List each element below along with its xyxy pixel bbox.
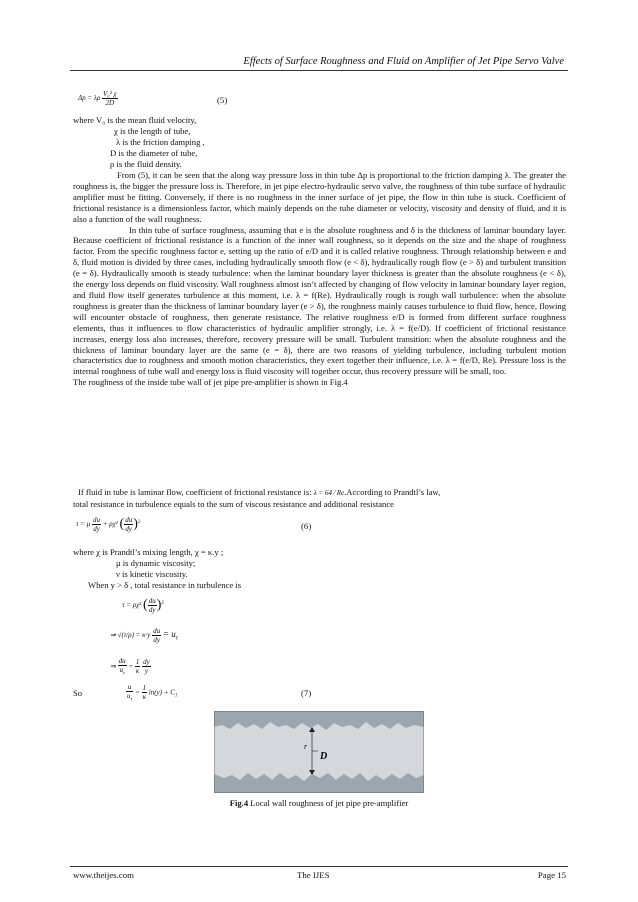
- pipe-roughness-figure: [214, 711, 424, 793]
- def-D: D is the diameter of tube,: [110, 148, 198, 158]
- footer-rule: [70, 866, 568, 867]
- laminar-text: If fluid in tube is laminar flow, coefficient of frictional resistance is:: [78, 487, 312, 497]
- caption-text: Local wall roughness of jet pipe pre-amplifier: [248, 798, 409, 808]
- eq5-lhs: Δp = λρ: [78, 94, 101, 103]
- equation-tau: τ = ρχ² ( $\frac{du}{dy}$ )$^2$: [122, 597, 164, 614]
- caption-label: Fig.4: [229, 798, 249, 808]
- paragraph-2: In thin tube of surface roughness, assuming that e is the absolute roughness and δ is the thickness of laminar boundary layer. Because coefficient of frictional resistance is a function of the inner wall roughness, so it depends on the size and the shape of roughness factor. From the specific roughness factor e, setting up the ratio of e/D and it is called relative roughness. Through relationship between e and δ, fluid motion is divided by three cases, including hydraulically smooth flow (e < δ), hydraulically rough flow (e > δ) and turbulent transition (e = δ). Hydraulically smooth is steady turbulence: when the laminar boundary layer thickness is greater than the absolute roughness (e < δ), the energy loss depends on fluid viscosity. Wall roughness almost isn’t affected by changing of flow velocity in laminar boundary layer region, and fluid flow itself generates turbulence at this moment, i.e. λ = f(Re). Hydraulically rough is rough wall turbulence: when the absolute roughness is greater than the thickness of laminar boundary layer (e > δ), the roughness mainly causes turbulence to fluid flow, hence, flowing will encounter obstacle of roughness, then generate resistance. The relative roughness e/D is formed from different surface roughness elements, thus it influences to flow characteristics of hydraulic amplifier strongly, i.e. λ = f(e/D). If coefficient of frictional resistance increases, energy loss also increases, therefore, recovery pressure will be small. Turbulent transition: when the absolute roughness and the thickness of laminar boundary layer are the same (e = δ), there are two reasons of yielding turbulence, including turbulent motion characteristics due to roughness and smooth motion characteristics, they exert together their influence, i.e. λ = f(e/D, Re). Pressure loss is the internal roughness of tube wall and energy loss is fluid viscosity will together occur, thus recovery pressure will be small, too.: [73, 224, 566, 377]
- so-label: So: [73, 688, 83, 698]
- footer-journal: The IJES: [297, 870, 330, 880]
- total-resistance-text: total resistance in turbulence equals to the sum of viscous resistance and additional resistance: [73, 499, 394, 509]
- equation-7: $\frac{u}{u_\tau}$ = $\frac{1}{\kappa}$ $\ln(y) + C_1$: [127, 683, 178, 703]
- equation-5: [78, 90, 118, 107]
- where-chi: where χ is Prandtl’s mixing length, χ = κ.y ;: [73, 547, 224, 557]
- def-rho: ρ is the fluid density.: [110, 159, 182, 169]
- def-lambda: λ is the friction damping ,: [116, 137, 205, 147]
- footer-page-number: Page 15: [537, 870, 566, 880]
- def-mu: μ is dynamic viscosity;: [116, 558, 196, 568]
- eq5-fraction: $\frac{\text{V₀² χ}}{2D}$: [102, 90, 117, 107]
- eq7-number: (7): [301, 688, 312, 698]
- header-rule: [70, 70, 568, 71]
- equation-sqrt: ⇒ √(τ/ρ) = κ·y $\frac{du}{dy}$ = $u_\tau$: [110, 627, 178, 644]
- figure-caption: [0, 798, 638, 808]
- equation-6: τ = μ $\frac{du}{dy}$ + ρχ² ( $\frac{du}{dy}$ )$^2$: [76, 516, 141, 533]
- equation-diff: ⇒ $\frac{du}{u_\tau}$ = $\frac{1}{\kappa}$ $\frac{dy}{y}$: [110, 657, 150, 677]
- laminar-equation: λ = 64 ⁄ Re: [313, 489, 345, 497]
- when-text: When y > δ , total resistance in turbulence is: [88, 580, 242, 590]
- def-chi: χ is the length of tube,: [114, 126, 191, 136]
- footer-website: www.theijes.com: [73, 870, 134, 880]
- eq6-number: (6): [301, 521, 312, 531]
- paragraph-1: From (5), it can be seen that the along way pressure loss in thin tube Δp is proportional to the friction damping λ. The greater the roughness is, the bigger the pressure loss is. Therefore, in jet pipe electro-hydraulic servo valve, the roughness of thin tube surface of hydraulic amplifier must be fitting. Conversely, if there is no roughness in the inner surface of jet pipe, the flow in thin tube is stuck. Coefficient of frictional resistance is a dimensionless factor, which mainly depends on the tube diameter or velocity, viscosity and density of fluid, and it is also a function of the wall roughness.: [73, 170, 566, 224]
- laminar-line: [78, 487, 566, 499]
- label-D: D: [320, 751, 328, 762]
- def-nu: ν is kinetic viscosity.: [116, 569, 188, 579]
- prandtl-text: .According to Prandtl’s law,: [344, 487, 441, 497]
- where-v0: where V₀ is the mean fluid velocity,: [73, 115, 197, 125]
- label-r: r: [304, 742, 308, 751]
- figure-reference: The roughness of the inside tube wall of jet pipe pre-amplifier is shown in Fig.4: [73, 377, 348, 388]
- body-text: [73, 170, 566, 388]
- running-header: Effects of Surface Roughness and Fluid on Amplifier of Jet Pipe Servo Valve: [243, 56, 564, 67]
- eq5-number: (5): [217, 95, 228, 105]
